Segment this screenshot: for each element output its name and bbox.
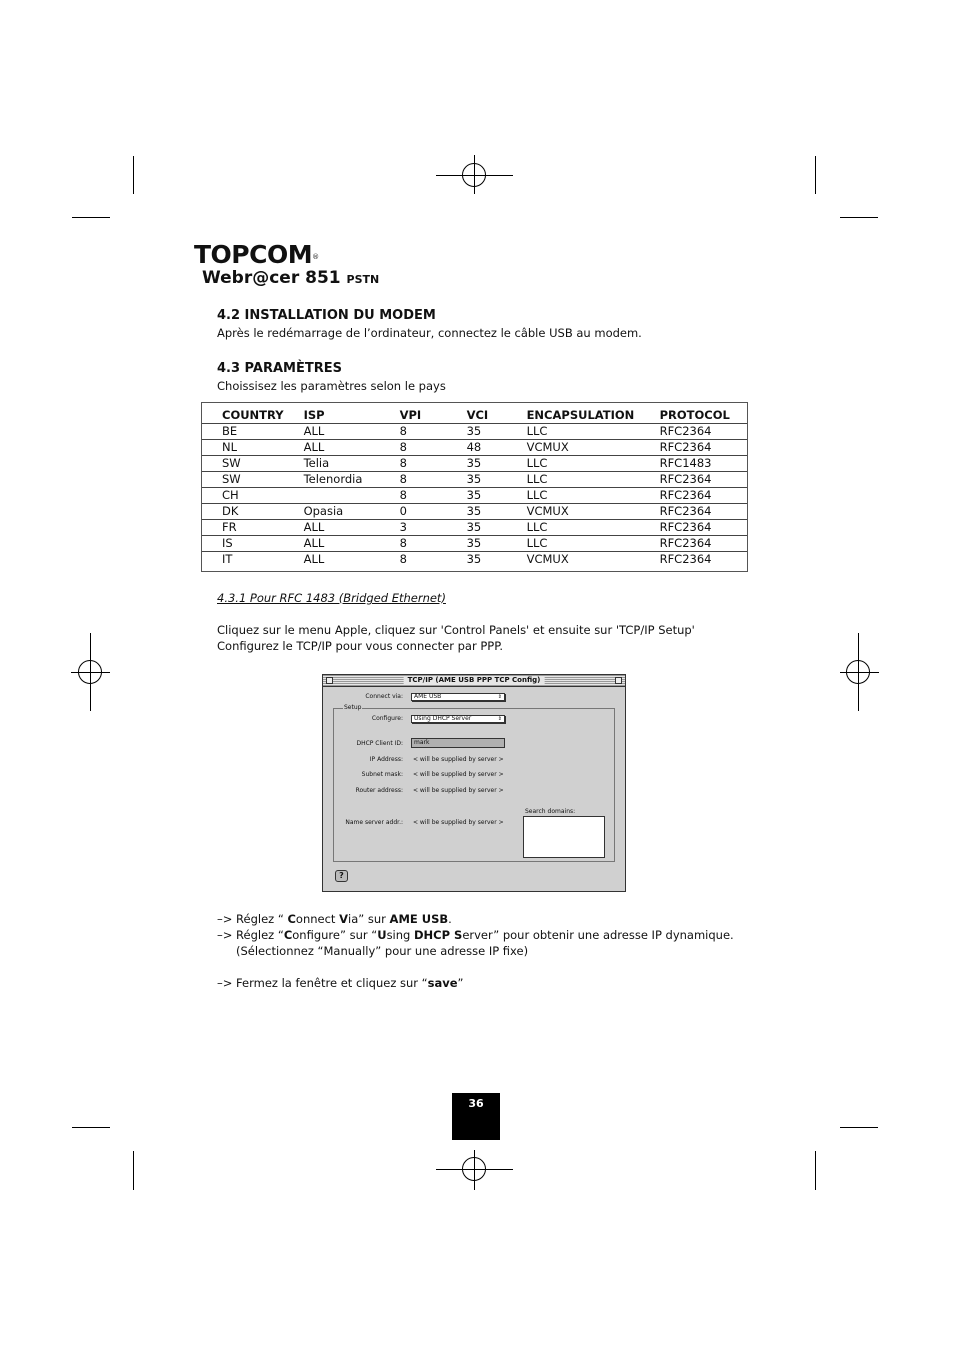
table-row <box>202 536 747 552</box>
step-text: –> Réglez “ <box>217 928 284 942</box>
step-bold: C <box>283 928 293 942</box>
step-bold: save <box>427 976 458 990</box>
name-server-label: Name server addr.: <box>345 819 403 826</box>
step-text: ” <box>457 976 464 990</box>
search-domains-field[interactable] <box>523 816 605 858</box>
cell-encapsulation: LLC <box>507 472 640 488</box>
cell-country: SW <box>202 472 284 488</box>
cell-vpi: 8 <box>380 440 447 456</box>
topcom-logo <box>194 240 319 270</box>
cell-protocol: RFC1483 <box>640 456 747 472</box>
instruction-line-1: Cliquez sur le menu Apple, cliquez sur 'Control Panels' et ensuite sur 'TCP/IP Setup' <box>217 623 695 637</box>
cell-isp: ALL <box>284 440 380 456</box>
step-text: –> Fermez la fenêtre et cliquez sur “ <box>217 976 428 990</box>
section-4-2-text: Après le redémarrage de l’ordinateur, connectez le câble USB au modem. <box>217 326 642 340</box>
instruction-line-2: Configurez le TCP/IP pour vous connecter par PPP. <box>217 639 504 653</box>
page-number: 36 <box>452 1093 500 1140</box>
cell-country: BE <box>202 424 284 440</box>
cell-encapsulation: VCMUX <box>526 552 569 566</box>
cell-protocol: RFC2364 <box>640 536 747 552</box>
step-text: onnect <box>295 912 340 926</box>
dialog-titlebar <box>323 675 625 687</box>
table-header-row <box>202 407 747 424</box>
help-button[interactable]: ? <box>335 870 348 882</box>
section-4-2-heading: 4.2 INSTALLATION DU MODEM <box>217 308 436 323</box>
step-bold: V <box>339 912 349 926</box>
cell-vpi: 8 <box>380 536 447 552</box>
ip-address-label: IP Address: <box>369 756 403 763</box>
cell-protocol: RFC2364 <box>640 424 747 440</box>
cell-vci: 35 <box>447 488 507 504</box>
table-row <box>202 472 747 488</box>
collapse-box-icon[interactable] <box>615 677 622 684</box>
cell-encapsulation: VCMUX <box>507 504 640 520</box>
cell-encapsulation: LLC <box>507 488 640 504</box>
step-text: ia” sur <box>348 912 390 926</box>
cell-protocol: RFC2364 <box>640 440 747 456</box>
col-isp: ISP <box>284 407 380 424</box>
cell-encapsulation: LLC <box>507 424 640 440</box>
configure-label: Configure: <box>371 715 403 722</box>
cell-isp: Opasia <box>284 504 380 520</box>
cell-vci: 35 <box>447 536 507 552</box>
cell-vci: 35 <box>447 456 507 472</box>
model-name <box>202 268 379 290</box>
cell-vpi: 8 <box>380 472 447 488</box>
step-bold: U <box>377 928 387 942</box>
cell-isp: Telia <box>284 456 380 472</box>
cell-encapsulation: LLC <box>507 456 640 472</box>
step-configure <box>217 927 734 943</box>
cell-country: IS <box>202 536 284 552</box>
cell-isp: ALL <box>284 536 380 552</box>
table-row <box>202 504 747 520</box>
step-bold: C <box>287 912 296 926</box>
cell-vpi: 8 <box>380 488 447 504</box>
cell-protocol: RFC2364 <box>640 488 747 504</box>
cell-protocol: RFC2364 <box>640 472 747 488</box>
connect-via-value: AME USB <box>414 693 442 700</box>
step-text: onfigure” sur “ <box>292 928 378 942</box>
registered-mark: ® <box>312 253 319 261</box>
cell-protocol: RFC2364 <box>640 504 747 520</box>
col-encapsulation: ENCAPSULATION <box>507 407 640 424</box>
step-bold: DHCP S <box>414 928 463 942</box>
cell-isp: ALL <box>303 552 325 566</box>
table-row <box>202 488 747 504</box>
subnet-mask-value: < will be supplied by server > <box>413 771 504 778</box>
table-row <box>202 424 747 440</box>
cell-country: FR <box>202 520 284 536</box>
cell-isp: ALL <box>284 424 380 440</box>
step-text: sing <box>386 928 414 942</box>
cell-isp: ALL <box>284 520 380 536</box>
cell-encapsulation: VCMUX <box>507 440 640 456</box>
cell-country: SW <box>202 456 284 472</box>
configure-popup[interactable] <box>411 715 505 723</box>
table-row <box>202 456 747 472</box>
step-connect-via <box>217 911 734 927</box>
tcpip-dialog <box>322 674 626 892</box>
popup-arrows-icon: ⇕ <box>497 694 502 700</box>
cell-protocol: RFC2364 <box>659 552 712 566</box>
cell-vpi: 8 <box>399 552 407 566</box>
cell-encapsulation: LLC <box>507 536 640 552</box>
cell-vci: 35 <box>447 520 507 536</box>
step-text: . <box>448 912 452 926</box>
parameters-table <box>201 402 748 572</box>
subnet-mask-label: Subnet mask: <box>361 771 403 778</box>
steps-list <box>217 911 734 991</box>
cell-country: DK <box>202 504 284 520</box>
configure-value: Using DHCP Server <box>414 715 472 722</box>
router-address-label: Router address: <box>355 787 403 794</box>
cell-vci: 35 <box>447 504 507 520</box>
connect-via-popup[interactable] <box>411 693 505 701</box>
col-vci: VCI <box>447 407 507 424</box>
section-4-3-heading: 4.3 PARAMÈTRES <box>217 361 342 376</box>
model-suffix: PSTN <box>346 273 380 286</box>
dhcp-client-id-label: DHCP Client ID: <box>356 740 403 747</box>
cell-country: NL <box>202 440 284 456</box>
cell-vci: 35 <box>466 552 482 566</box>
dhcp-client-id-field[interactable]: mark <box>411 738 505 748</box>
step-save <box>217 975 734 991</box>
cell-vci: 35 <box>447 424 507 440</box>
ip-address-value: < will be supplied by server > <box>413 756 504 763</box>
popup-arrows-icon: ⇕ <box>497 716 502 722</box>
cell-vpi: 8 <box>380 424 447 440</box>
section-4-3-1-heading: 4.3.1 Pour RFC 1483 (Bridged Ethernet) <box>217 591 446 605</box>
col-vpi: VPI <box>380 407 447 424</box>
spacer <box>217 959 734 975</box>
search-domains-label: Search domains: <box>525 808 576 815</box>
section-4-3-text: Choissisez les paramètres selon le pays <box>217 379 446 393</box>
col-country: COUNTRY <box>202 407 284 424</box>
step-configure-note: (Sélectionnez “Manually” pour une adresse IP fixe) <box>236 944 529 958</box>
setup-group-label: Setup <box>344 704 362 711</box>
cell-protocol: RFC2364 <box>640 520 747 536</box>
cell-country: IT <box>222 552 233 566</box>
close-box-icon[interactable] <box>326 677 333 684</box>
cell-vci: 48 <box>447 440 507 456</box>
cell-vpi: 3 <box>380 520 447 536</box>
table-row <box>202 552 747 567</box>
cell-vpi: 8 <box>380 456 447 472</box>
logo-text: TOPCOM <box>194 240 313 269</box>
name-server-value: < will be supplied by server > <box>413 819 504 826</box>
cell-isp <box>284 488 380 504</box>
cell-vpi: 0 <box>380 504 447 520</box>
step-text: –> Réglez “ <box>217 912 288 926</box>
step-bold: AME USB <box>389 912 449 926</box>
router-address-value: < will be supplied by server > <box>413 787 504 794</box>
cell-vci: 35 <box>447 472 507 488</box>
connect-via-label: Connect via: <box>365 693 403 700</box>
table-row <box>202 520 747 536</box>
cell-isp: Telenordia <box>284 472 380 488</box>
table-row <box>202 440 747 456</box>
cell-country: CH <box>202 488 284 504</box>
dialog-title: TCP/IP (AME USB PPP TCP Config) <box>404 676 545 685</box>
col-protocol: PROTOCOL <box>640 407 747 424</box>
cell-encapsulation: LLC <box>507 520 640 536</box>
model-title: Webr@cer 851 <box>202 268 341 288</box>
step-text: erver” pour obtenir une adresse IP dynamique. <box>462 928 734 942</box>
